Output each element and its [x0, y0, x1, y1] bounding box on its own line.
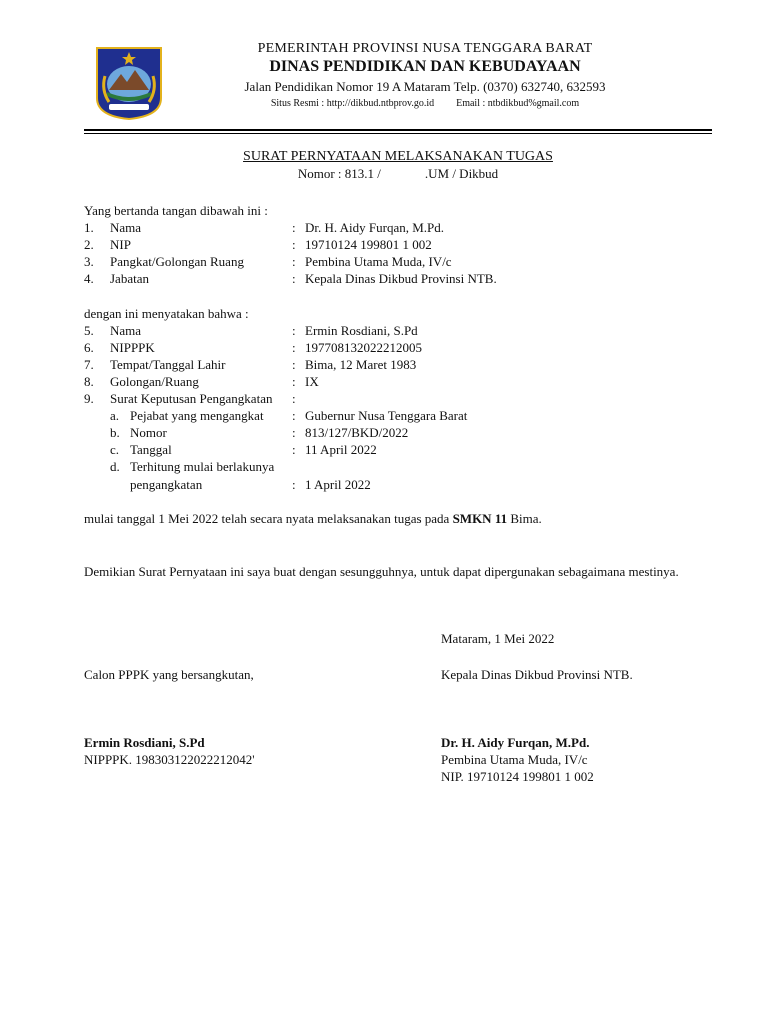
right-signer-rank: Pembina Utama Muda, IV/c [441, 752, 588, 767]
field-number: 8. [84, 374, 94, 389]
signer-field-row [0, 271, 768, 288]
statement-text: mulai tanggal 1 Mei 2022 telah secara nyata melaksanakan tugas pada [84, 511, 453, 526]
left-signer-role: Calon PPPK yang bersangkutan, [84, 667, 254, 682]
document-number [84, 166, 712, 182]
field-colon: : [292, 477, 296, 492]
right-signer-id: NIP. 19710124 199801 1 002 [441, 769, 594, 784]
signer-field-row [0, 237, 768, 254]
field-label: Pejabat yang mengangkat [130, 408, 264, 423]
field-value: 813/127/BKD/2022 [305, 425, 409, 440]
field-label: Surat Keputusan Pengangkatan [110, 391, 273, 406]
field-label: Nama [110, 323, 142, 338]
right-signer-name: Dr. H. Aidy Furqan, M.Pd. [441, 735, 590, 750]
field-label-continued: pengangkatan [130, 477, 203, 492]
field-number: 3. [84, 254, 94, 269]
field-value: 1 April 2022 [305, 477, 371, 492]
field-colon: : [292, 357, 296, 372]
header-rule-thick [84, 129, 712, 131]
field-value: Bima, 12 Maret 1983 [305, 357, 417, 372]
field-number: 7. [84, 357, 94, 372]
field-label: Nomor [130, 425, 167, 440]
sk-field-row [0, 459, 768, 476]
field-label: NIP [110, 237, 131, 252]
field-label: Pangkat/Golongan Ruang [110, 254, 244, 269]
field-letter: c. [110, 442, 120, 457]
statement-school: SMKN 11 [452, 511, 508, 526]
closing-paragraph: Demikian Surat Pernyataan ini saya buat dengan sesungguhnya, untuk dapat dipergunakan sebagaimana mestinya. [84, 564, 679, 579]
subject-field-row [0, 340, 768, 357]
subject-field-row [0, 357, 768, 374]
field-number: 6. [84, 340, 94, 355]
sk-field-row [0, 425, 768, 442]
field-value: Pembina Utama Muda, IV/c [305, 254, 452, 269]
field-value: Gubernur Nusa Tenggara Barat [305, 408, 468, 423]
intro-signer: Yang bertanda tangan dibawah ini : [84, 203, 268, 218]
field-colon: : [292, 408, 296, 423]
header-government: PEMERINTAH PROVINSI NUSA TENGGARA BARAT [257, 41, 593, 56]
provincial-emblem-logo [95, 46, 163, 120]
left-signer-name: Ermin Rosdiani, S.Pd [84, 735, 205, 750]
field-colon: : [292, 220, 296, 235]
field-label: NIPPPK [110, 340, 155, 355]
subject-field-row [0, 323, 768, 340]
field-label: Golongan/Ruang [110, 374, 199, 389]
field-colon: : [292, 254, 296, 269]
field-label: Nama [110, 220, 142, 235]
field-value: 19710124 199801 1 002 [305, 237, 432, 252]
field-label: Tanggal [130, 442, 172, 457]
document-title: SURAT PERNYATAAN MELAKSANAKAN TUGAS [243, 149, 553, 164]
statement-text-end: Bima. [507, 511, 542, 526]
field-label: Jabatan [110, 271, 149, 286]
sk-field-row-continued [0, 477, 768, 494]
field-value: Kepala Dinas Dikbud Provinsi NTB. [305, 271, 497, 286]
header-rule-thin [84, 133, 712, 134]
field-colon: : [292, 237, 296, 252]
right-signer-role: Kepala Dinas Dikbud Provinsi NTB. [441, 667, 633, 682]
header-address: Jalan Pendidikan Nomor 19 A Mataram Telp. (0370) 632740, 632593 [244, 79, 606, 94]
intro-subject: dengan ini menyatakan bahwa : [84, 306, 249, 321]
field-label: Tempat/Tanggal Lahir [110, 357, 226, 372]
field-number: 4. [84, 271, 94, 286]
header-contacts [190, 98, 660, 109]
field-colon: : [292, 374, 296, 389]
field-colon: : [292, 271, 296, 286]
sk-field-row [0, 442, 768, 459]
header-website: Situs Resmi : http://dikbud.ntbprov.go.id [270, 98, 435, 109]
field-number: 9. [84, 391, 94, 406]
header-email: Email : ntbdikbud%gmail.com [456, 98, 580, 109]
field-number: 2. [84, 237, 94, 252]
field-colon: : [292, 340, 296, 355]
signer-field-row [0, 254, 768, 271]
field-value: Ermin Rosdiani, S.Pd [305, 323, 418, 338]
header-agency: DINAS PENDIDIKAN DAN KEBUDAYAAN [269, 58, 581, 75]
field-number: 5. [84, 323, 94, 338]
field-colon: : [292, 391, 296, 406]
field-number: 1. [84, 220, 94, 235]
field-letter: a. [110, 408, 120, 423]
field-value: 11 April 2022 [305, 442, 377, 457]
subject-field-row [0, 391, 768, 408]
document-number-prefix: Nomor : 813.1 / [297, 166, 381, 181]
statement-line [84, 511, 542, 527]
sk-field-row [0, 408, 768, 425]
field-value: IX [305, 374, 319, 389]
place-date: Mataram, 1 Mei 2022 [441, 631, 555, 646]
field-colon: : [292, 442, 296, 457]
field-label: Terhitung mulai berlakunya [130, 459, 275, 474]
document-number-suffix: .UM / Dikbud [424, 166, 499, 181]
field-value: 197708132022212005 [305, 340, 422, 355]
field-letter: b. [110, 425, 120, 440]
field-value: Dr. H. Aidy Furqan, M.Pd. [305, 220, 445, 235]
signer-field-row [0, 220, 768, 237]
field-letter: d. [110, 459, 120, 474]
left-signer-id: NIPPPK. 198303122022212042' [84, 752, 255, 767]
field-colon: : [292, 425, 296, 440]
field-colon: : [292, 323, 296, 338]
subject-field-row [0, 374, 768, 391]
